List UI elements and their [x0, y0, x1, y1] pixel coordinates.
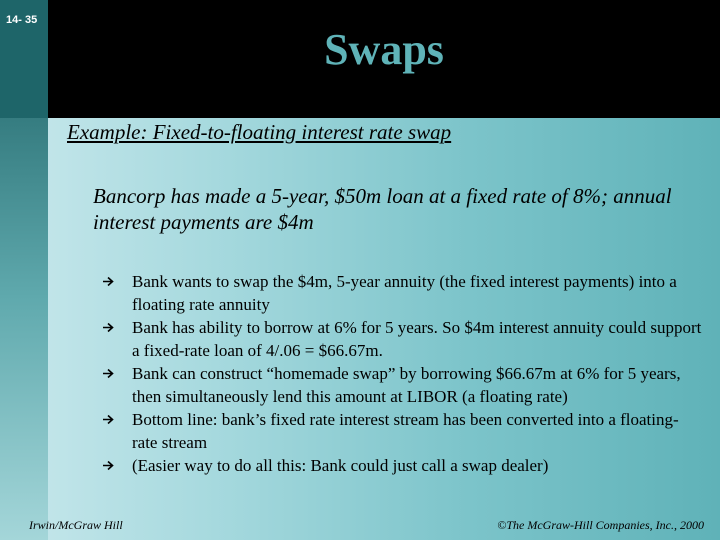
bullet-item	[102, 270, 702, 316]
bullet-item	[102, 454, 702, 477]
bullet-text: Bank has ability to borrow at 6% for 5 years. So $4m interest annuity could support a fixed-rate loan of 4/.06 = $66.67m.	[132, 318, 702, 360]
footer-copyright: ©The McGraw-Hill Companies, Inc., 2000	[497, 518, 704, 532]
arrow-right-icon	[102, 316, 116, 339]
bullet-item	[102, 362, 702, 408]
bullet-list	[102, 270, 702, 477]
bullet-text: (Easier way to do all this: Bank could just call a swap dealer)	[132, 456, 549, 475]
slide-title: Swaps	[324, 25, 444, 74]
example-heading: Example: Fixed-to-floating interest rate swap	[67, 120, 452, 144]
intro-text: Bancorp has made a 5-year, $50m loan at a fixed rate of 8%; annual interest payments are $4m	[93, 184, 672, 234]
arrow-right-icon	[102, 408, 116, 431]
bullet-text: Bank wants to swap the $4m, 5-year annuity (the fixed interest payments) into a floating rate annuity	[132, 272, 677, 314]
footer-publisher: Irwin/McGraw Hill	[29, 518, 123, 532]
arrow-right-icon	[102, 362, 116, 385]
arrow-right-icon	[102, 454, 116, 477]
arrow-right-icon	[102, 270, 116, 293]
slide-number: 14- 35	[6, 14, 38, 26]
bullet-item	[102, 408, 702, 454]
bullet-item	[102, 316, 702, 362]
bullet-text: Bottom line: bank’s fixed rate interest stream has been converted into a floating-rate stream	[132, 410, 679, 452]
bullet-text: Bank can construct “homemade swap” by borrowing $66.67m at 6% for 5 years, then simultaneously lend this amount at LIBOR (a floating rate)	[132, 364, 681, 406]
